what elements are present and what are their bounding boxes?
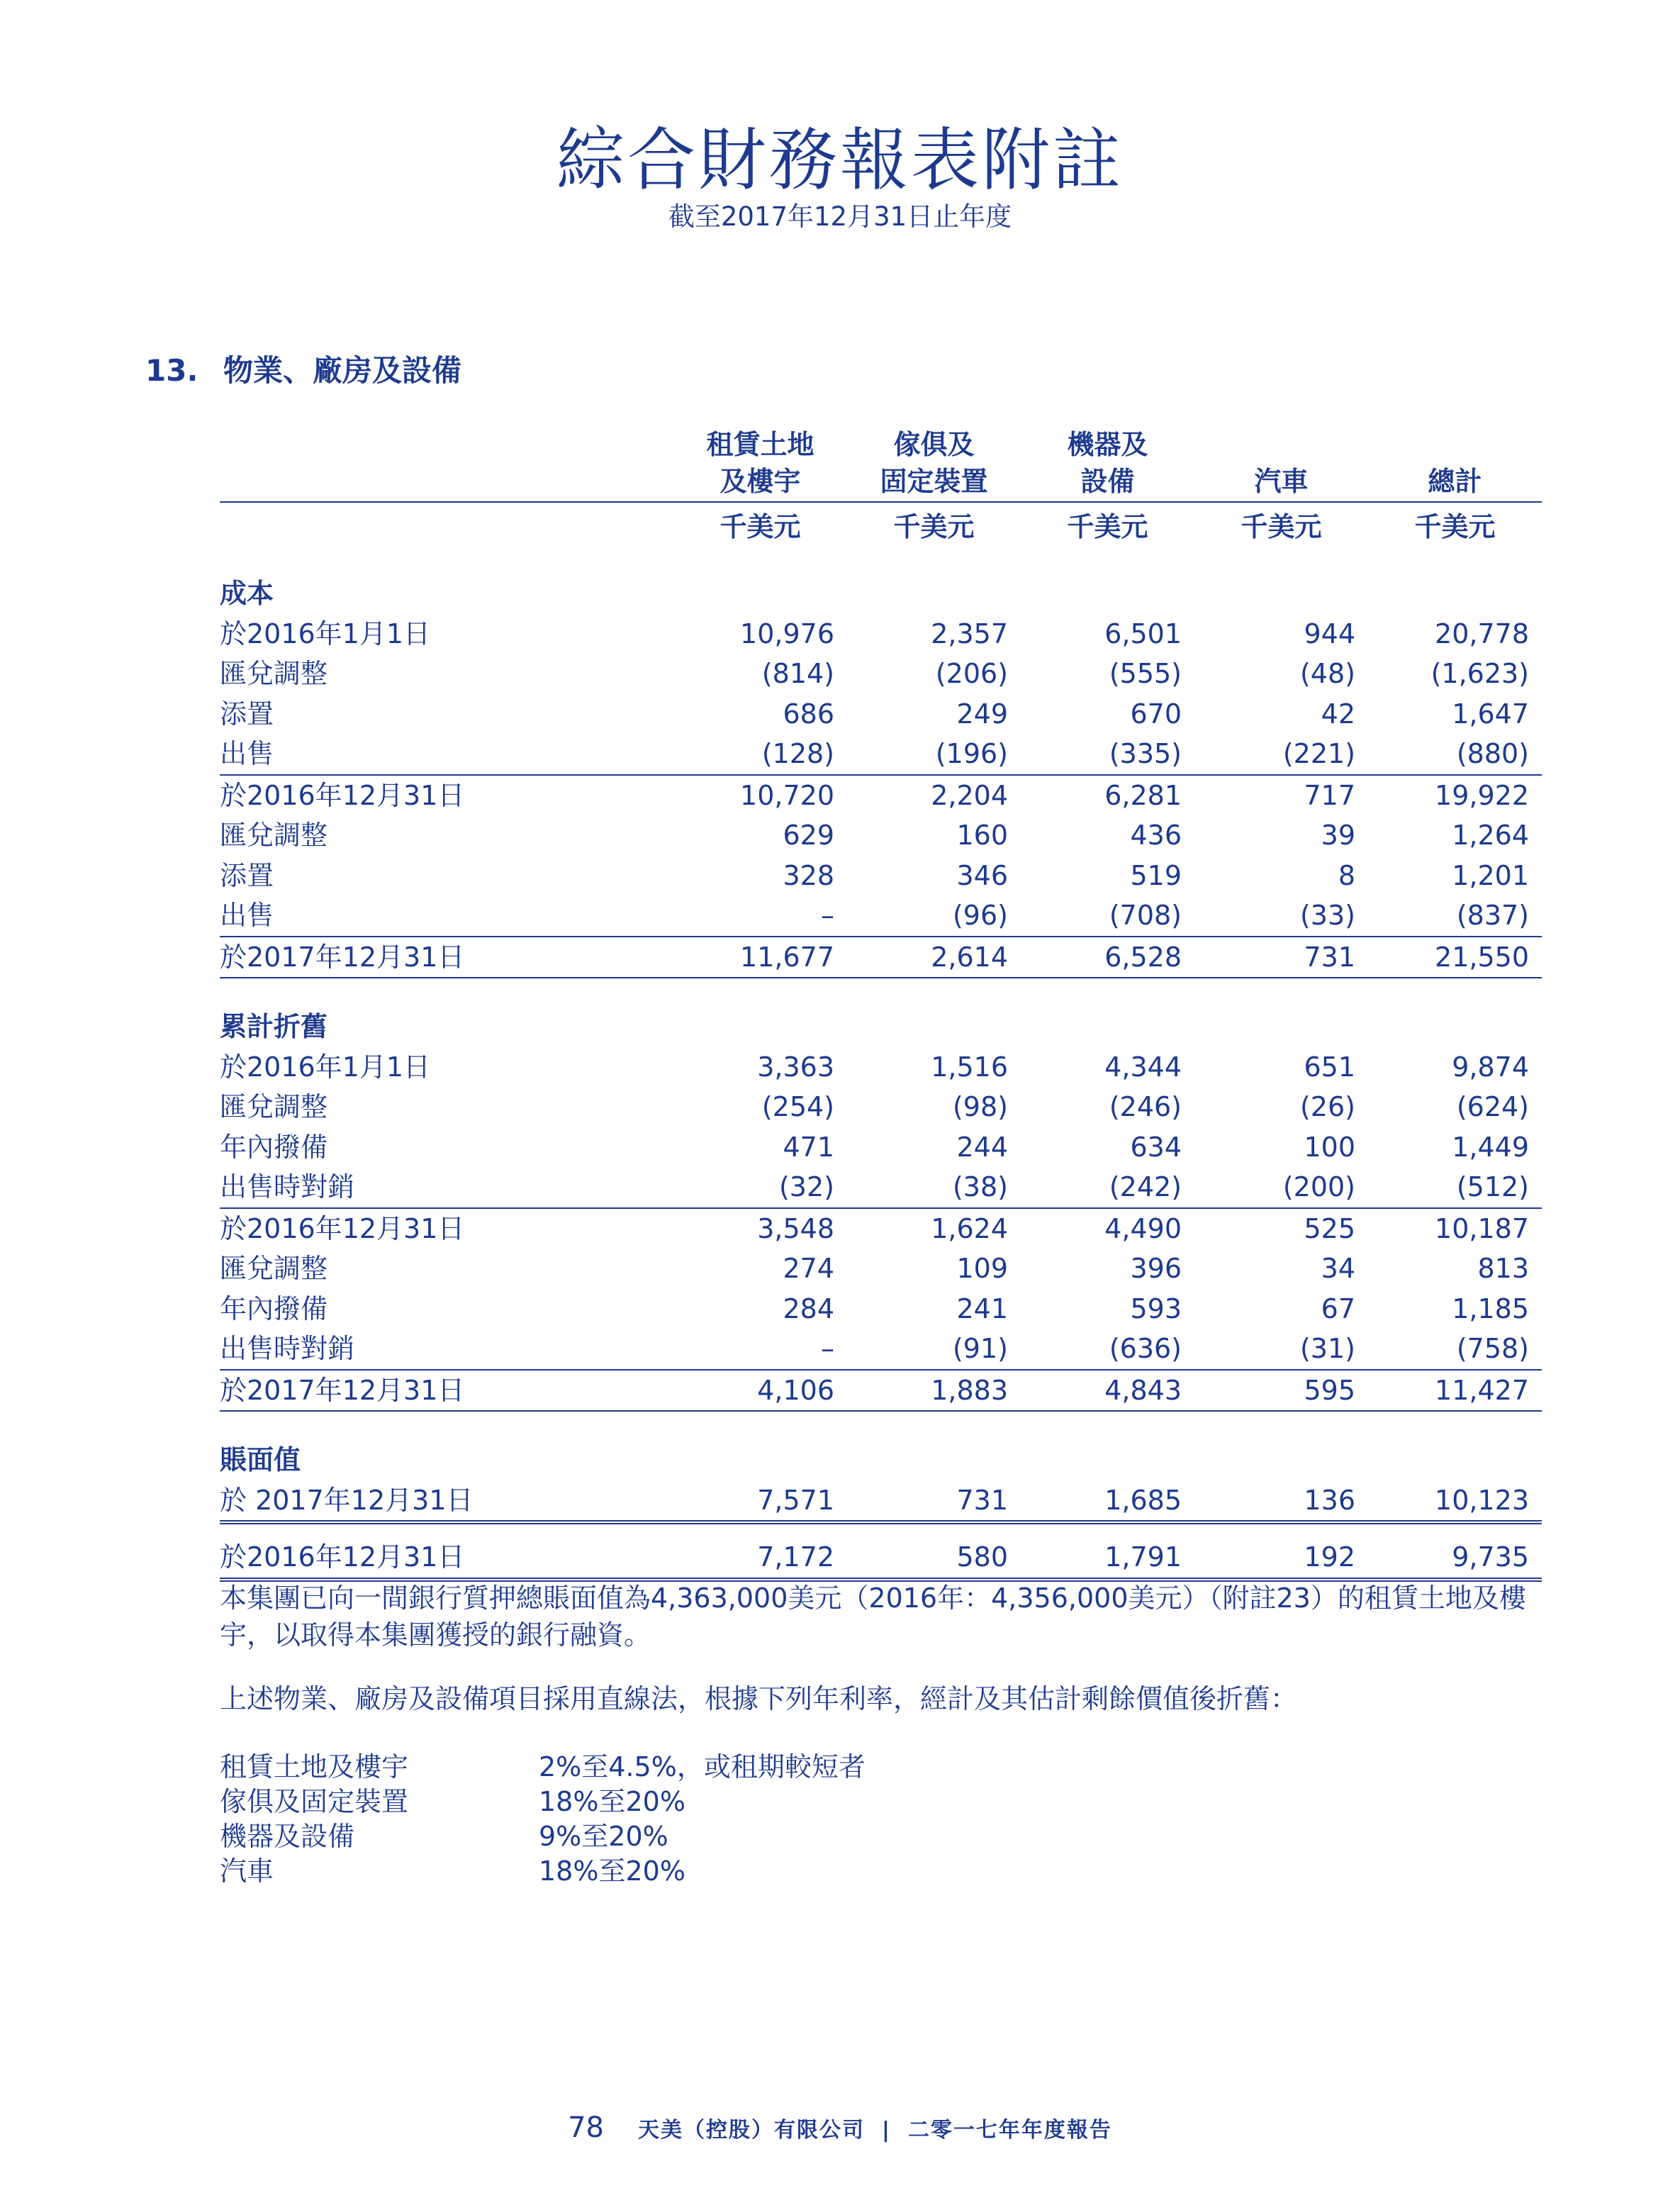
cell-value: (246) (1109, 1091, 1182, 1123)
table-row (220, 895, 1542, 937)
cell-value: (1,623) (1430, 658, 1529, 690)
page-title: 綜合財務報表附註 (556, 121, 1124, 200)
column-unit: 千美元 (1067, 511, 1148, 542)
cell-value: 1,624 (847, 1208, 1021, 1249)
row-label: 於2016年12月31日 (220, 1537, 673, 1580)
cell-value: (98) (952, 1091, 1008, 1123)
row-label: 年內撥備 (220, 1131, 328, 1163)
column-header: 租賃土地 及樓宇 (673, 422, 847, 502)
cell-value: 160 (956, 820, 1008, 852)
cell-value: (128) (761, 738, 834, 770)
row-label: 年內撥備 (220, 1293, 328, 1324)
cell-value: (880) (1456, 738, 1529, 770)
table-row (220, 1087, 1542, 1127)
cell-value: 20,778 (1435, 618, 1529, 649)
table-row (220, 694, 1542, 735)
cell-value: 629 (783, 820, 834, 852)
row-label: 於2016年1月1日 (220, 1051, 431, 1083)
row-label: 於2016年12月31日 (220, 775, 673, 816)
cell-value: 1,516 (931, 1051, 1008, 1083)
group-heading: 賬面值 (220, 1444, 301, 1476)
cell-value: 3,548 (673, 1208, 847, 1249)
cell-value: (32) (778, 1171, 834, 1203)
cell-value: 4,490 (1021, 1208, 1194, 1249)
cell-value: 274 (783, 1253, 834, 1285)
cell-value: 1,647 (1452, 698, 1529, 730)
cell-value: 4,344 (1104, 1051, 1182, 1083)
section-heading (145, 347, 461, 390)
row-label: 於2017年12月31日 (220, 1370, 673, 1412)
rate-value: 18%至20% (539, 1855, 685, 1887)
cell-value: 39 (1321, 820, 1355, 852)
cell-value: 4,843 (1021, 1370, 1194, 1412)
cell-value: 42 (1321, 698, 1355, 730)
cell-value: (200) (1282, 1171, 1355, 1203)
cell-value: (837) (1456, 900, 1529, 932)
cell-value: – (821, 900, 834, 932)
cell-value: 1,883 (847, 1370, 1021, 1412)
cell-value: 525 (1194, 1208, 1368, 1249)
unit-row (220, 502, 1542, 545)
cell-value: 651 (1304, 1051, 1355, 1083)
cell-value: 249 (956, 698, 1008, 730)
cell-value: 6,528 (1021, 937, 1194, 978)
footer-report: 二零一七年年度報告 (907, 2118, 1112, 2143)
cell-value: (242) (1109, 1171, 1182, 1203)
cell-value: – (821, 1333, 834, 1365)
cell-value: 2,357 (931, 618, 1008, 649)
cell-value: 10,720 (673, 775, 847, 816)
spacer-row (220, 1522, 1542, 1537)
row-label: 出售時對銷 (220, 1333, 355, 1365)
cell-value: 731 (847, 1480, 1021, 1523)
cell-value: (38) (952, 1171, 1008, 1203)
cell-value: 1,791 (1021, 1537, 1194, 1580)
cell-value: 241 (956, 1293, 1008, 1324)
cell-value: 136 (1194, 1480, 1368, 1523)
cell-value: 436 (1130, 820, 1182, 852)
rate-row (220, 1854, 866, 1889)
cell-value: 2,204 (847, 775, 1021, 816)
table-row (220, 1370, 1542, 1412)
column-header: 汽車 (1194, 422, 1368, 502)
cell-value: (758) (1456, 1333, 1529, 1365)
row-label: 於 2017年12月31日 (220, 1480, 673, 1523)
rate-value: 18%至20% (539, 1786, 685, 1817)
column-header-row (220, 422, 1542, 502)
cell-value: 11,427 (1368, 1370, 1542, 1412)
cell-value: 284 (783, 1293, 834, 1324)
cell-value: 7,571 (673, 1480, 847, 1523)
group-heading-row (220, 1440, 1542, 1480)
cell-value: (31) (1299, 1333, 1355, 1365)
cell-value: 634 (1130, 1131, 1182, 1163)
cell-value: 4,106 (673, 1370, 847, 1412)
rate-value: 9%至20% (539, 1821, 668, 1852)
row-label: 於2017年12月31日 (220, 937, 673, 978)
row-label: 匯兌調整 (220, 1253, 328, 1285)
cell-value: (48) (1299, 658, 1355, 690)
cell-value: 944 (1304, 618, 1355, 649)
rate-asset: 租賃土地及樓宇 (220, 1751, 409, 1782)
table-row (220, 1249, 1542, 1289)
cell-value: 2,614 (847, 937, 1021, 978)
footer-separator: | (881, 2118, 891, 2143)
cell-value: (33) (1299, 900, 1355, 932)
depreciation-rates-list (220, 1750, 866, 1889)
table-row (220, 1537, 1542, 1580)
row-label: 添置 (220, 698, 274, 730)
row-label: 匯兌調整 (220, 820, 328, 852)
cell-value: (91) (952, 1333, 1008, 1365)
group-heading: 累計折舊 (220, 1011, 328, 1043)
cell-value: 67 (1321, 1293, 1355, 1324)
rate-asset: 傢俱及固定裝置 (220, 1786, 409, 1817)
cell-value: 813 (1477, 1253, 1529, 1285)
page-footer (0, 2111, 1680, 2144)
rate-asset: 機器及設備 (220, 1821, 355, 1852)
rate-row (220, 1750, 866, 1785)
group-heading: 成本 (220, 578, 274, 610)
cell-value: 1,449 (1452, 1131, 1529, 1163)
cell-value: 21,550 (1368, 937, 1542, 978)
cell-value: 1,185 (1452, 1293, 1529, 1324)
cell-value: 1,264 (1452, 820, 1529, 852)
cell-value: (254) (761, 1091, 834, 1123)
cell-value: 3,363 (757, 1051, 834, 1083)
cell-value: 7,172 (673, 1537, 847, 1580)
table-row (220, 856, 1542, 896)
spacer-row (220, 1411, 1542, 1440)
rate-value: 2%至4.5%，或租期較短者 (539, 1751, 866, 1782)
cell-value: 396 (1130, 1253, 1182, 1285)
cell-value: 19,922 (1368, 775, 1542, 816)
table-row (220, 1329, 1542, 1370)
column-unit: 千美元 (893, 511, 975, 542)
column-unit: 千美元 (719, 511, 801, 542)
cell-value: (708) (1109, 900, 1182, 932)
cell-value: 731 (1194, 937, 1368, 978)
cell-value: 10,123 (1368, 1480, 1542, 1523)
table-row (220, 1047, 1542, 1088)
spacer-row (220, 978, 1542, 1007)
rate-row (220, 1785, 866, 1819)
cell-value: 471 (783, 1131, 834, 1163)
cell-value: 109 (956, 1253, 1008, 1285)
row-label: 匯兌調整 (220, 658, 328, 690)
row-label: 匯兌調整 (220, 1091, 328, 1123)
table-row (220, 734, 1542, 775)
row-label: 出售 (220, 738, 274, 770)
cell-value: 6,501 (1104, 618, 1182, 649)
cell-value: (512) (1456, 1171, 1529, 1203)
table-row (220, 1289, 1542, 1329)
table-row (220, 937, 1542, 978)
cell-value: 670 (1130, 698, 1182, 730)
cell-value: 8 (1338, 859, 1355, 891)
row-label: 出售時對銷 (220, 1171, 355, 1203)
cell-value: (624) (1456, 1091, 1529, 1123)
table-row (220, 654, 1542, 694)
table-row (220, 1127, 1542, 1168)
cell-value: 10,187 (1368, 1208, 1542, 1249)
column-header: 傢俱及 固定裝置 (847, 422, 1021, 502)
group-heading-row (220, 1007, 1542, 1047)
cell-value: 244 (956, 1131, 1008, 1163)
section-title: 物業、廠房及設備 (223, 353, 462, 388)
cell-value: 595 (1194, 1370, 1368, 1412)
cell-value: (26) (1299, 1091, 1355, 1123)
ppe-table (220, 422, 1542, 1582)
cell-value: 10,976 (740, 618, 834, 649)
depreciation-method-note: 上述物業、廠房及設備項目採用直線法，根據下列年利率，經計及其估計剩餘價值後折舊： (220, 1683, 1298, 1714)
cell-value: 580 (847, 1537, 1021, 1580)
cell-value: 1,685 (1021, 1480, 1194, 1523)
rate-asset: 汽車 (220, 1855, 274, 1887)
cell-value: 519 (1130, 859, 1182, 891)
cell-value: 328 (783, 859, 834, 891)
cell-value: (196) (935, 738, 1008, 770)
cell-value: (206) (935, 658, 1008, 690)
table-row (220, 614, 1542, 654)
cell-value: (814) (761, 658, 834, 690)
page-subtitle: 截至2017年12月31日止年度 (668, 201, 1012, 232)
cell-value: (335) (1109, 738, 1182, 770)
pledge-note: 本集團已向一間銀行質押總賬面值為4,363,000美元（2016年：4,356,000美元）（附註23）的租賃土地及樓宇，以取得本集團獲授的銀行融資。 (220, 1583, 1526, 1651)
rate-row (220, 1819, 866, 1854)
footer-company: 天美（控股）有限公司 (637, 2118, 865, 2143)
row-label: 添置 (220, 859, 274, 891)
cell-value: 192 (1194, 1537, 1368, 1580)
column-unit: 千美元 (1241, 511, 1322, 542)
cell-value: (221) (1282, 738, 1355, 770)
row-label: 出售 (220, 900, 274, 932)
cell-value: 9,735 (1368, 1537, 1542, 1580)
cell-value: 6,281 (1021, 775, 1194, 816)
cell-value: 9,874 (1452, 1051, 1529, 1083)
row-label: 於2016年12月31日 (220, 1208, 673, 1249)
page-number: 78 (568, 2111, 604, 2144)
cell-value: 593 (1130, 1293, 1182, 1324)
row-label: 於2016年1月1日 (220, 618, 431, 649)
group-heading-row (220, 574, 1542, 614)
column-unit: 千美元 (1414, 511, 1496, 542)
table-row (220, 1167, 1542, 1208)
column-header: 總計 (1368, 422, 1542, 502)
table-row (220, 1208, 1542, 1249)
spacer-row (220, 545, 1542, 574)
cell-value: 34 (1321, 1253, 1355, 1285)
column-header: 機器及 設備 (1021, 422, 1194, 502)
cell-value: (96) (952, 900, 1008, 932)
cell-value: 686 (783, 698, 834, 730)
section-number: 13. (145, 353, 198, 388)
cell-value: 11,677 (673, 937, 847, 978)
cell-value: 100 (1304, 1131, 1355, 1163)
table-row (220, 775, 1542, 816)
cell-value: (555) (1109, 658, 1182, 690)
table-row (220, 815, 1542, 856)
cell-value: (636) (1109, 1333, 1182, 1365)
table-row (220, 1480, 1542, 1523)
cell-value: 1,201 (1452, 859, 1529, 891)
cell-value: 346 (956, 859, 1008, 891)
cell-value: 717 (1194, 775, 1368, 816)
